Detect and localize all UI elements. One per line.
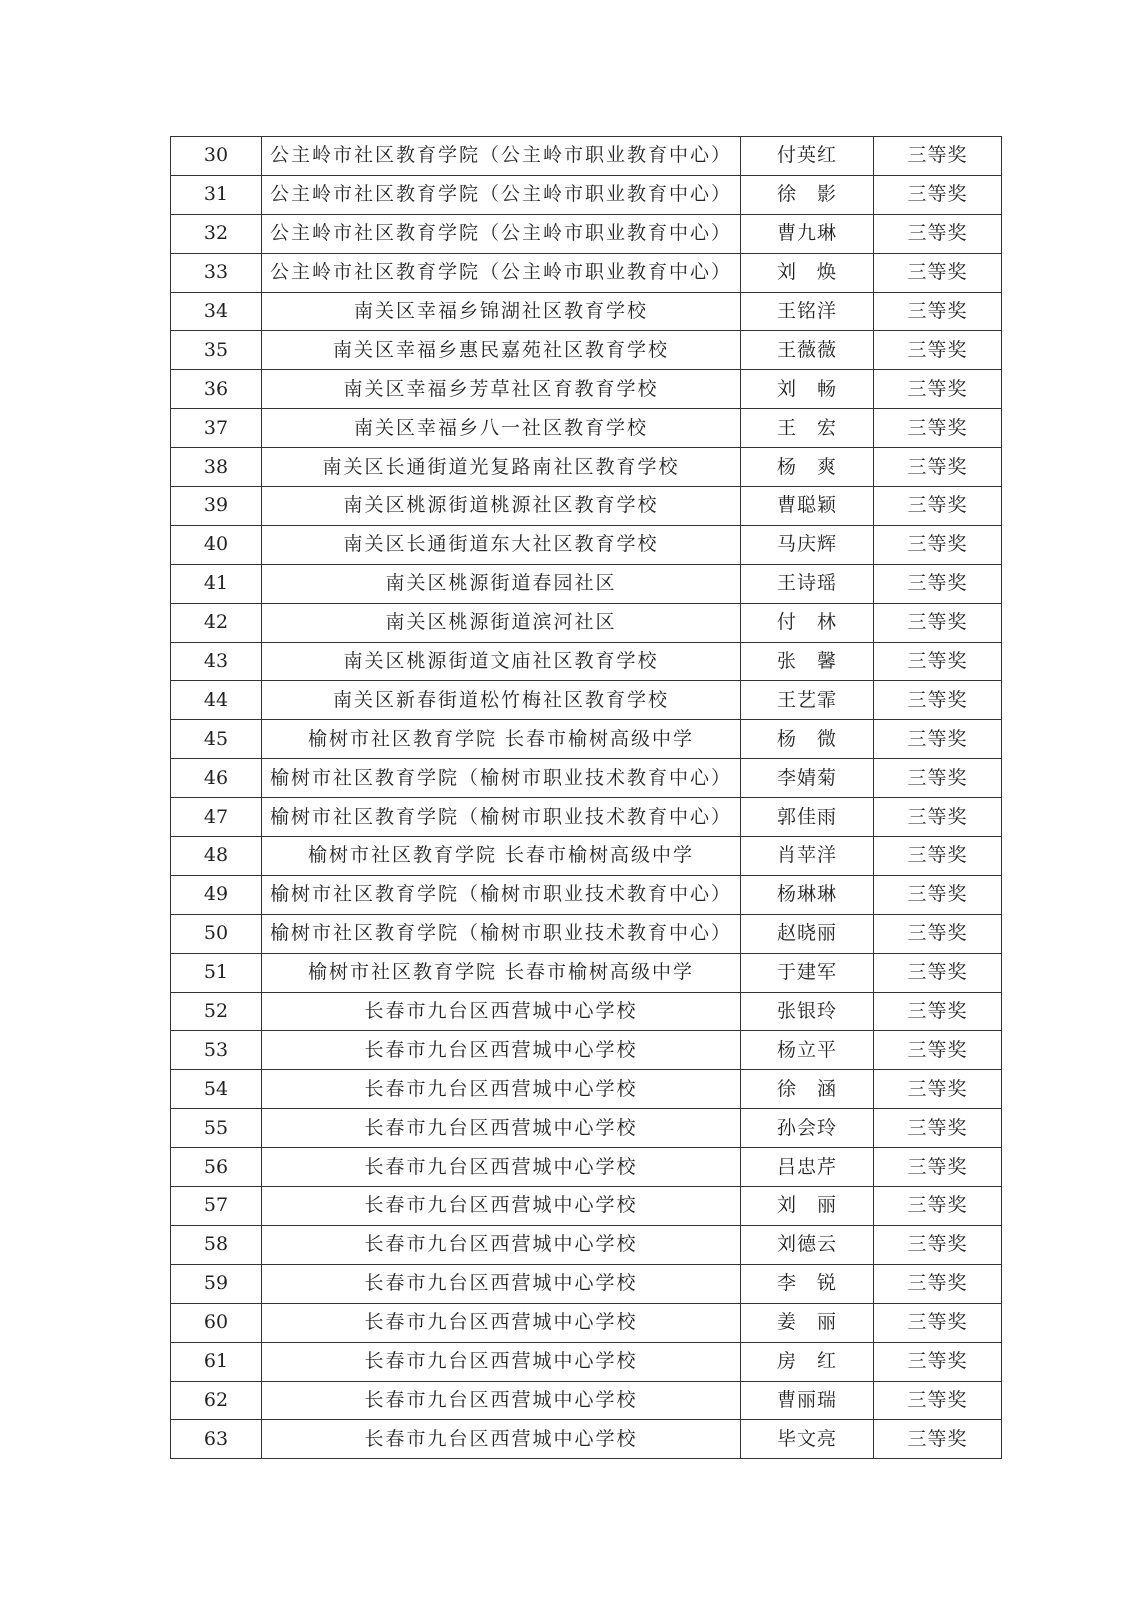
organization-cell: 长春市九台区西营城中心学校 <box>262 1225 741 1264</box>
organization-cell: 南关区桃源街道春园社区 <box>262 564 741 603</box>
person-name-cell: 王铭洋 <box>741 292 874 331</box>
row-number-cell: 36 <box>171 370 262 409</box>
row-number-cell: 34 <box>171 292 262 331</box>
table-row <box>171 214 1002 253</box>
award-level-cell: 三等奖 <box>874 1070 1002 1109</box>
row-number-cell: 51 <box>171 953 262 992</box>
organization-cell: 长春市九台区西营城中心学校 <box>262 1031 741 1070</box>
table-row <box>171 798 1002 837</box>
organization-cell: 长春市九台区西营城中心学校 <box>262 1187 741 1226</box>
award-level-cell: 三等奖 <box>874 409 1002 448</box>
award-level-cell: 三等奖 <box>874 1109 1002 1148</box>
award-level-cell: 三等奖 <box>874 1342 1002 1381</box>
person-name-cell: 于建军 <box>741 953 874 992</box>
row-number-cell: 52 <box>171 992 262 1031</box>
row-number-cell: 60 <box>171 1303 262 1342</box>
award-level-cell: 三等奖 <box>874 1031 1002 1070</box>
row-number-cell: 61 <box>171 1342 262 1381</box>
award-level-cell: 三等奖 <box>874 1264 1002 1303</box>
person-name-cell: 毕文亮 <box>741 1420 874 1459</box>
person-name-cell: 李婧菊 <box>741 759 874 798</box>
organization-cell: 南关区幸福乡芳草社区育教育学校 <box>262 370 741 409</box>
organization-cell: 榆树市社区教育学院（榆树市职业技术教育中心） <box>262 875 741 914</box>
organization-cell: 南关区新春街道松竹梅社区教育学校 <box>262 681 741 720</box>
award-level-cell: 三等奖 <box>874 175 1002 214</box>
row-number-cell: 30 <box>171 137 262 176</box>
person-name-cell: 孙会玲 <box>741 1109 874 1148</box>
person-name-cell: 曹九琳 <box>741 214 874 253</box>
table-row <box>171 1420 1002 1459</box>
organization-cell: 榆树市社区教育学院（榆树市职业技术教育中心） <box>262 914 741 953</box>
organization-cell: 长春市九台区西营城中心学校 <box>262 1381 741 1420</box>
person-name-cell: 徐 影 <box>741 175 874 214</box>
person-name-cell: 张银玲 <box>741 992 874 1031</box>
row-number-cell: 41 <box>171 564 262 603</box>
person-name-cell: 曹丽瑞 <box>741 1381 874 1420</box>
row-number-cell: 35 <box>171 331 262 370</box>
table-row <box>171 1381 1002 1420</box>
table-row <box>171 525 1002 564</box>
organization-cell: 公主岭市社区教育学院（公主岭市职业教育中心） <box>262 253 741 292</box>
organization-cell: 公主岭市社区教育学院（公主岭市职业教育中心） <box>262 175 741 214</box>
award-level-cell: 三等奖 <box>874 1225 1002 1264</box>
person-name-cell: 刘 畅 <box>741 370 874 409</box>
award-level-cell: 三等奖 <box>874 720 1002 759</box>
table-row <box>171 1264 1002 1303</box>
person-name-cell: 付英红 <box>741 137 874 176</box>
award-level-cell: 三等奖 <box>874 525 1002 564</box>
organization-cell: 南关区桃源街道桃源社区教育学校 <box>262 487 741 526</box>
person-name-cell: 杨 微 <box>741 720 874 759</box>
row-number-cell: 56 <box>171 1148 262 1187</box>
table-row <box>171 1070 1002 1109</box>
organization-cell: 南关区长通街道东大社区教育学校 <box>262 525 741 564</box>
table-row <box>171 448 1002 487</box>
row-number-cell: 53 <box>171 1031 262 1070</box>
award-level-cell: 三等奖 <box>874 253 1002 292</box>
award-level-cell: 三等奖 <box>874 837 1002 876</box>
award-level-cell: 三等奖 <box>874 603 1002 642</box>
table-row <box>171 1187 1002 1226</box>
row-number-cell: 54 <box>171 1070 262 1109</box>
table-row <box>171 837 1002 876</box>
person-name-cell: 姜 丽 <box>741 1303 874 1342</box>
table-row <box>171 564 1002 603</box>
table-row <box>171 175 1002 214</box>
row-number-cell: 46 <box>171 759 262 798</box>
row-number-cell: 63 <box>171 1420 262 1459</box>
award-level-cell: 三等奖 <box>874 953 1002 992</box>
organization-cell: 长春市九台区西营城中心学校 <box>262 1303 741 1342</box>
row-number-cell: 43 <box>171 642 262 681</box>
row-number-cell: 57 <box>171 1187 262 1226</box>
organization-cell: 南关区桃源街道滨河社区 <box>262 603 741 642</box>
row-number-cell: 59 <box>171 1264 262 1303</box>
person-name-cell: 王薇薇 <box>741 331 874 370</box>
row-number-cell: 38 <box>171 448 262 487</box>
row-number-cell: 32 <box>171 214 262 253</box>
organization-cell: 长春市九台区西营城中心学校 <box>262 1420 741 1459</box>
organization-cell: 榆树市社区教育学院（榆树市职业技术教育中心） <box>262 798 741 837</box>
organization-cell: 长春市九台区西营城中心学校 <box>262 1342 741 1381</box>
person-name-cell: 肖苹洋 <box>741 837 874 876</box>
person-name-cell: 刘 丽 <box>741 1187 874 1226</box>
table-row <box>171 1031 1002 1070</box>
organization-cell: 南关区幸福乡八一社区教育学校 <box>262 409 741 448</box>
organization-cell: 南关区长通街道光复路南社区教育学校 <box>262 448 741 487</box>
award-level-cell: 三等奖 <box>874 1381 1002 1420</box>
award-level-cell: 三等奖 <box>874 214 1002 253</box>
row-number-cell: 48 <box>171 837 262 876</box>
award-level-cell: 三等奖 <box>874 292 1002 331</box>
person-name-cell: 杨 爽 <box>741 448 874 487</box>
organization-cell: 南关区桃源街道文庙社区教育学校 <box>262 642 741 681</box>
row-number-cell: 62 <box>171 1381 262 1420</box>
person-name-cell: 付 林 <box>741 603 874 642</box>
person-name-cell: 杨琳琳 <box>741 875 874 914</box>
organization-cell: 长春市九台区西营城中心学校 <box>262 992 741 1031</box>
award-table <box>170 136 1002 1459</box>
award-level-cell: 三等奖 <box>874 487 1002 526</box>
award-level-cell: 三等奖 <box>874 914 1002 953</box>
person-name-cell: 吕忠芹 <box>741 1148 874 1187</box>
person-name-cell: 王诗瑶 <box>741 564 874 603</box>
organization-cell: 榆树市社区教育学院 长春市榆树高级中学 <box>262 953 741 992</box>
person-name-cell: 王 宏 <box>741 409 874 448</box>
table-row <box>171 875 1002 914</box>
award-level-cell: 三等奖 <box>874 875 1002 914</box>
row-number-cell: 39 <box>171 487 262 526</box>
table-row <box>171 1109 1002 1148</box>
row-number-cell: 58 <box>171 1225 262 1264</box>
person-name-cell: 刘德云 <box>741 1225 874 1264</box>
row-number-cell: 31 <box>171 175 262 214</box>
table-row <box>171 953 1002 992</box>
person-name-cell: 房 红 <box>741 1342 874 1381</box>
table-row <box>171 1225 1002 1264</box>
organization-cell: 公主岭市社区教育学院（公主岭市职业教育中心） <box>262 137 741 176</box>
table-row <box>171 759 1002 798</box>
table-row <box>171 1303 1002 1342</box>
award-level-cell: 三等奖 <box>874 798 1002 837</box>
table-row <box>171 720 1002 759</box>
row-number-cell: 47 <box>171 798 262 837</box>
row-number-cell: 55 <box>171 1109 262 1148</box>
row-number-cell: 49 <box>171 875 262 914</box>
table-row <box>171 642 1002 681</box>
award-level-cell: 三等奖 <box>874 992 1002 1031</box>
organization-cell: 南关区幸福乡惠民嘉苑社区教育学校 <box>262 331 741 370</box>
organization-cell: 榆树市社区教育学院 长春市榆树高级中学 <box>262 837 741 876</box>
person-name-cell: 马庆辉 <box>741 525 874 564</box>
organization-cell: 公主岭市社区教育学院（公主岭市职业教育中心） <box>262 214 741 253</box>
row-number-cell: 45 <box>171 720 262 759</box>
person-name-cell: 杨立平 <box>741 1031 874 1070</box>
award-level-cell: 三等奖 <box>874 1420 1002 1459</box>
award-level-cell: 三等奖 <box>874 759 1002 798</box>
table-row <box>171 992 1002 1031</box>
table-row <box>171 681 1002 720</box>
organization-cell: 长春市九台区西营城中心学校 <box>262 1070 741 1109</box>
table-row <box>171 914 1002 953</box>
organization-cell: 南关区幸福乡锦湖社区教育学校 <box>262 292 741 331</box>
table-row <box>171 409 1002 448</box>
row-number-cell: 50 <box>171 914 262 953</box>
row-number-cell: 42 <box>171 603 262 642</box>
organization-cell: 长春市九台区西营城中心学校 <box>262 1148 741 1187</box>
row-number-cell: 44 <box>171 681 262 720</box>
award-level-cell: 三等奖 <box>874 681 1002 720</box>
award-level-cell: 三等奖 <box>874 370 1002 409</box>
organization-cell: 榆树市社区教育学院 长春市榆树高级中学 <box>262 720 741 759</box>
person-name-cell: 李 锐 <box>741 1264 874 1303</box>
organization-cell: 榆树市社区教育学院（榆树市职业技术教育中心） <box>262 759 741 798</box>
row-number-cell: 37 <box>171 409 262 448</box>
person-name-cell: 郭佳雨 <box>741 798 874 837</box>
organization-cell: 长春市九台区西营城中心学校 <box>262 1264 741 1303</box>
award-level-cell: 三等奖 <box>874 448 1002 487</box>
table-row <box>171 603 1002 642</box>
table-row <box>171 292 1002 331</box>
table-row <box>171 137 1002 176</box>
person-name-cell: 曹聪颖 <box>741 487 874 526</box>
row-number-cell: 40 <box>171 525 262 564</box>
table-row <box>171 370 1002 409</box>
table-row <box>171 487 1002 526</box>
award-level-cell: 三等奖 <box>874 564 1002 603</box>
person-name-cell: 赵晓丽 <box>741 914 874 953</box>
award-level-cell: 三等奖 <box>874 642 1002 681</box>
person-name-cell: 张 馨 <box>741 642 874 681</box>
award-level-cell: 三等奖 <box>874 1303 1002 1342</box>
person-name-cell: 王艺霏 <box>741 681 874 720</box>
award-level-cell: 三等奖 <box>874 1148 1002 1187</box>
person-name-cell: 徐 涵 <box>741 1070 874 1109</box>
table-row <box>171 1342 1002 1381</box>
organization-cell: 长春市九台区西营城中心学校 <box>262 1109 741 1148</box>
award-level-cell: 三等奖 <box>874 331 1002 370</box>
award-level-cell: 三等奖 <box>874 1187 1002 1226</box>
award-level-cell: 三等奖 <box>874 137 1002 176</box>
row-number-cell: 33 <box>171 253 262 292</box>
award-table-body <box>171 137 1002 1459</box>
person-name-cell: 刘 焕 <box>741 253 874 292</box>
table-row <box>171 1148 1002 1187</box>
table-row <box>171 331 1002 370</box>
table-row <box>171 253 1002 292</box>
